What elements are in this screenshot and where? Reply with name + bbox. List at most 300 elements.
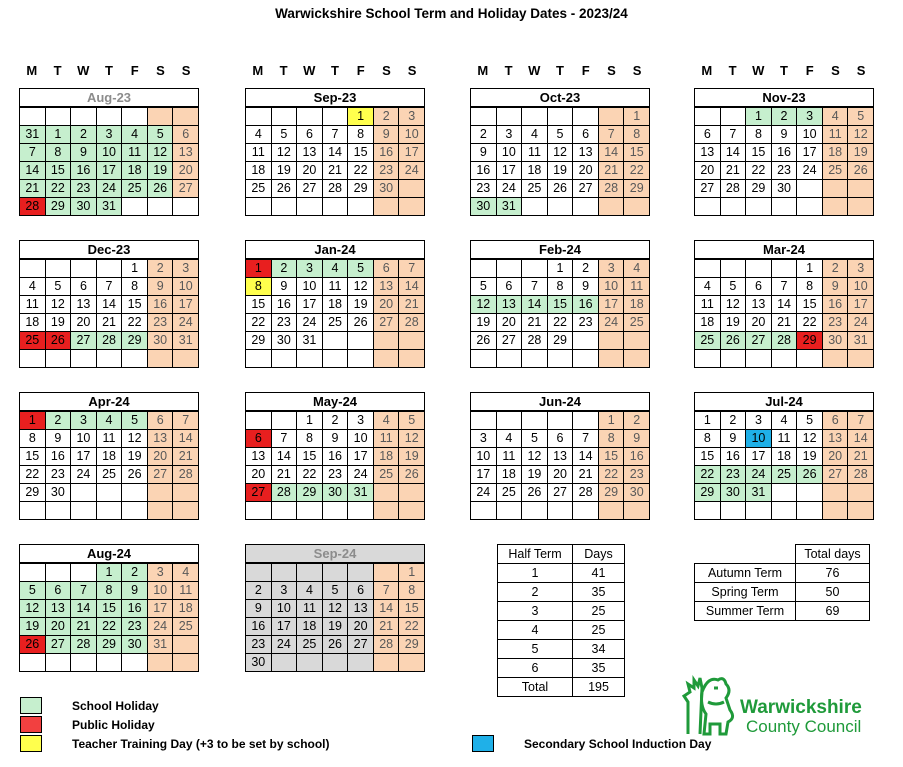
day-cell: 6 — [497, 278, 523, 296]
week-row — [246, 600, 425, 618]
day-cell: 6 — [348, 582, 374, 600]
weekday-label: M — [477, 63, 489, 78]
day-cell: 5 — [148, 126, 174, 144]
week-row — [20, 296, 199, 314]
day-cell: 26 — [348, 314, 374, 332]
day-cell — [20, 502, 46, 520]
day-cell: 20 — [348, 618, 374, 636]
day-cell — [823, 484, 849, 502]
day-cell: 11 — [695, 296, 721, 314]
day-cell — [272, 654, 298, 672]
day-cell: 10 — [297, 278, 323, 296]
weekday-label: F — [581, 63, 590, 78]
day-cell: 2 — [823, 260, 849, 278]
day-cell: 3 — [497, 126, 523, 144]
total-days-header: Total days — [796, 545, 870, 564]
day-cell — [323, 332, 349, 350]
day-cell — [272, 350, 298, 368]
day-cell — [624, 332, 650, 350]
day-cell — [772, 350, 798, 368]
day-cell: 15 — [97, 600, 123, 618]
day-cell: 22 — [746, 162, 772, 180]
day-cell: 29 — [46, 198, 72, 216]
week-row — [695, 126, 874, 144]
day-cell: 13 — [71, 296, 97, 314]
day-cell: 24 — [173, 314, 199, 332]
day-cell: 23 — [471, 180, 497, 198]
day-cell: 8 — [97, 582, 123, 600]
day-cell: 19 — [148, 162, 174, 180]
table-row — [498, 564, 625, 583]
week-row — [20, 430, 199, 448]
day-cell: 31 — [173, 332, 199, 350]
day-cell: 25 — [20, 332, 46, 350]
day-cell: 12 — [323, 600, 349, 618]
weekday-label: M — [26, 63, 38, 78]
day-cell: 8 — [122, 278, 148, 296]
day-cell — [374, 350, 400, 368]
day-cell: 2 — [148, 260, 174, 278]
day-cell: 25 — [772, 466, 798, 484]
week-row — [471, 466, 650, 484]
week-row — [246, 412, 425, 430]
day-cell — [297, 564, 323, 582]
day-cell — [522, 108, 548, 126]
day-cell — [348, 198, 374, 216]
day-cell: 4 — [497, 430, 523, 448]
day-cell — [374, 484, 400, 502]
day-cell: 30 — [772, 180, 798, 198]
day-cell: 4 — [297, 582, 323, 600]
day-cell: 16 — [122, 600, 148, 618]
logo-line2: County Council — [746, 717, 862, 736]
day-cell — [97, 502, 123, 520]
week-row — [20, 484, 199, 502]
day-cell: 24 — [348, 466, 374, 484]
day-cell: 6 — [148, 412, 174, 430]
induction-day-swatch — [472, 735, 494, 752]
weekday-label: T — [556, 63, 564, 78]
day-cell: 9 — [374, 126, 400, 144]
day-cell: 16 — [823, 296, 849, 314]
bear-and-staff-icon — [680, 662, 740, 737]
day-cell: 11 — [297, 600, 323, 618]
day-cell: 17 — [148, 600, 174, 618]
day-cell: 16 — [246, 618, 272, 636]
day-cell — [497, 108, 523, 126]
day-cell: 25 — [497, 484, 523, 502]
weekday-label: T — [780, 63, 788, 78]
day-cell: 4 — [624, 260, 650, 278]
day-cell: 27 — [148, 466, 174, 484]
week-row — [246, 162, 425, 180]
day-cell: 18 — [173, 600, 199, 618]
day-cell: 12 — [348, 278, 374, 296]
day-cell — [573, 108, 599, 126]
week-row — [471, 296, 650, 314]
day-cell: 23 — [148, 314, 174, 332]
week-row — [20, 332, 199, 350]
day-cell: 16 — [46, 448, 72, 466]
day-cell: 28 — [573, 484, 599, 502]
day-cell — [522, 350, 548, 368]
day-cell: 28 — [97, 332, 123, 350]
day-cell: 23 — [71, 180, 97, 198]
day-cell: 24 — [599, 314, 625, 332]
day-cell — [797, 198, 823, 216]
day-cell — [797, 502, 823, 520]
day-cell — [823, 350, 849, 368]
week-row — [20, 260, 199, 278]
day-cell — [97, 108, 123, 126]
day-cell: 17 — [399, 144, 425, 162]
day-cell — [148, 108, 174, 126]
day-cell: 28 — [522, 332, 548, 350]
day-cell — [599, 108, 625, 126]
week-row — [20, 582, 199, 600]
day-cell — [772, 484, 798, 502]
day-cell — [272, 412, 298, 430]
day-cell: 3 — [297, 260, 323, 278]
day-cell: 5 — [399, 412, 425, 430]
day-cell — [573, 332, 599, 350]
week-row — [246, 430, 425, 448]
weekday-label: W — [528, 63, 541, 78]
day-cell — [772, 198, 798, 216]
week-row — [695, 314, 874, 332]
day-cell: 17 — [173, 296, 199, 314]
day-cell — [522, 502, 548, 520]
day-cell: 21 — [721, 162, 747, 180]
day-cell: 1 — [624, 108, 650, 126]
day-cell — [599, 332, 625, 350]
training-day-label: Teacher Training Day (+3 to be set by school) — [72, 737, 330, 751]
day-cell: 15 — [797, 296, 823, 314]
day-cell: 4 — [20, 278, 46, 296]
day-cell: 14 — [374, 600, 400, 618]
total-label: Total — [498, 678, 573, 697]
day-cell: 29 — [797, 332, 823, 350]
day-cell: 1 — [348, 108, 374, 126]
day-cell — [246, 502, 272, 520]
week-row — [695, 144, 874, 162]
day-cell — [122, 108, 148, 126]
day-cell: 13 — [695, 144, 721, 162]
day-cell: 3 — [848, 260, 874, 278]
day-cell: 7 — [721, 126, 747, 144]
day-cell: 14 — [573, 448, 599, 466]
day-cell: 27 — [71, 332, 97, 350]
day-cell: 23 — [823, 314, 849, 332]
day-cell: 8 — [246, 278, 272, 296]
day-cell: 19 — [848, 144, 874, 162]
term-name: Spring Term — [695, 583, 796, 602]
day-cell: 18 — [323, 296, 349, 314]
day-cell: 16 — [323, 448, 349, 466]
week-row — [471, 126, 650, 144]
day-cell: 4 — [323, 260, 349, 278]
day-cell: 27 — [695, 180, 721, 198]
day-cell — [374, 332, 400, 350]
day-cell: 15 — [246, 296, 272, 314]
day-cell: 17 — [497, 162, 523, 180]
day-cell — [599, 350, 625, 368]
week-row — [20, 126, 199, 144]
day-cell: 2 — [721, 412, 747, 430]
day-cell — [374, 564, 400, 582]
day-cell: 18 — [772, 448, 798, 466]
day-cell: 11 — [97, 430, 123, 448]
day-cell — [297, 108, 323, 126]
week-row — [471, 350, 650, 368]
day-cell: 8 — [624, 126, 650, 144]
month-title: Aug-24 — [19, 544, 199, 563]
day-cell: 2 — [772, 108, 798, 126]
day-cell: 30 — [148, 332, 174, 350]
day-cell: 3 — [348, 412, 374, 430]
day-cell: 10 — [148, 582, 174, 600]
day-cell — [624, 502, 650, 520]
day-cell — [624, 198, 650, 216]
day-cell: 31 — [20, 126, 46, 144]
day-cell: 23 — [721, 466, 747, 484]
day-cell: 24 — [399, 162, 425, 180]
day-cell: 4 — [122, 126, 148, 144]
day-cell — [746, 198, 772, 216]
week-row — [246, 296, 425, 314]
day-cell: 17 — [348, 448, 374, 466]
day-cell: 19 — [20, 618, 46, 636]
term-days: 69 — [796, 602, 870, 621]
week-row — [20, 502, 199, 520]
day-cell: 13 — [374, 278, 400, 296]
day-cell: 15 — [624, 144, 650, 162]
day-cell — [823, 502, 849, 520]
day-cell — [797, 180, 823, 198]
day-cell — [471, 502, 497, 520]
half-term-days: 34 — [573, 640, 625, 659]
day-cell: 30 — [46, 484, 72, 502]
day-cell: 9 — [573, 278, 599, 296]
day-cell: 18 — [246, 162, 272, 180]
day-cell: 2 — [46, 412, 72, 430]
day-cell: 20 — [374, 296, 400, 314]
day-cell: 16 — [772, 144, 798, 162]
month-title: Aug-23 — [19, 88, 199, 107]
day-cell: 14 — [173, 430, 199, 448]
day-cell: 14 — [599, 144, 625, 162]
day-cell — [695, 108, 721, 126]
weekday-header-row — [245, 63, 425, 79]
day-cell: 12 — [148, 144, 174, 162]
day-cell: 1 — [746, 108, 772, 126]
week-row — [20, 600, 199, 618]
day-cell: 15 — [348, 144, 374, 162]
public-holiday-swatch — [20, 716, 42, 733]
day-cell — [695, 502, 721, 520]
day-cell: 23 — [772, 162, 798, 180]
day-cell: 2 — [624, 412, 650, 430]
day-cell: 19 — [272, 162, 298, 180]
day-cell: 2 — [272, 260, 298, 278]
day-cell — [695, 198, 721, 216]
weekday-label: W — [752, 63, 765, 78]
half-term-number: 5 — [498, 640, 573, 659]
day-cell: 26 — [46, 332, 72, 350]
day-cell: 26 — [548, 180, 574, 198]
day-cell: 18 — [297, 618, 323, 636]
day-cell: 31 — [97, 198, 123, 216]
day-cell: 8 — [599, 430, 625, 448]
weekday-label: S — [831, 63, 840, 78]
day-cell: 29 — [746, 180, 772, 198]
day-cell: 27 — [297, 180, 323, 198]
weekday-label: S — [382, 63, 391, 78]
day-cell — [148, 350, 174, 368]
day-cell: 28 — [599, 180, 625, 198]
day-cell: 5 — [522, 430, 548, 448]
day-cell: 21 — [20, 180, 46, 198]
day-cell — [46, 654, 72, 672]
week-row — [471, 180, 650, 198]
day-cell: 7 — [374, 582, 400, 600]
day-cell: 28 — [721, 180, 747, 198]
day-cell — [497, 412, 523, 430]
day-cell: 31 — [848, 332, 874, 350]
day-cell: 14 — [522, 296, 548, 314]
day-cell: 20 — [548, 466, 574, 484]
day-cell: 4 — [97, 412, 123, 430]
day-cell: 10 — [399, 126, 425, 144]
day-cell — [497, 350, 523, 368]
week-row — [471, 198, 650, 216]
day-cell: 27 — [746, 332, 772, 350]
day-grid — [245, 563, 425, 672]
day-cell: 30 — [323, 484, 349, 502]
day-cell — [148, 198, 174, 216]
day-cell — [297, 350, 323, 368]
weekday-header-row — [19, 63, 199, 79]
day-cell: 2 — [246, 582, 272, 600]
day-cell: 22 — [399, 618, 425, 636]
day-cell — [721, 260, 747, 278]
day-cell: 17 — [746, 448, 772, 466]
day-cell — [148, 484, 174, 502]
day-cell: 3 — [599, 260, 625, 278]
day-cell: 25 — [823, 162, 849, 180]
day-cell: 18 — [20, 314, 46, 332]
day-cell — [721, 350, 747, 368]
day-cell — [71, 350, 97, 368]
day-cell: 5 — [20, 582, 46, 600]
table-row — [695, 564, 870, 583]
day-cell: 11 — [323, 278, 349, 296]
day-cell: 2 — [573, 260, 599, 278]
week-row — [246, 350, 425, 368]
table-row — [498, 640, 625, 659]
day-cell: 20 — [246, 466, 272, 484]
day-cell — [173, 654, 199, 672]
month-title: Sep-24 — [245, 544, 425, 563]
day-cell — [122, 654, 148, 672]
half-term-days: 25 — [573, 621, 625, 640]
day-cell: 24 — [148, 618, 174, 636]
day-cell: 11 — [374, 430, 400, 448]
day-cell — [471, 260, 497, 278]
day-cell: 21 — [71, 618, 97, 636]
day-cell — [399, 332, 425, 350]
day-cell: 29 — [695, 484, 721, 502]
day-cell: 3 — [148, 564, 174, 582]
day-cell: 30 — [122, 636, 148, 654]
day-grid — [19, 411, 199, 520]
day-cell: 20 — [497, 314, 523, 332]
day-cell: 22 — [46, 180, 72, 198]
days-header: Days — [573, 545, 625, 564]
weekday-header-row — [470, 63, 650, 79]
day-cell — [246, 350, 272, 368]
day-cell — [297, 198, 323, 216]
week-row — [695, 296, 874, 314]
day-grid — [694, 107, 874, 216]
day-cell: 8 — [548, 278, 574, 296]
day-cell — [399, 198, 425, 216]
day-cell: 26 — [471, 332, 497, 350]
day-cell — [497, 502, 523, 520]
day-cell: 15 — [297, 448, 323, 466]
day-cell — [122, 198, 148, 216]
day-cell: 11 — [497, 448, 523, 466]
week-row — [246, 260, 425, 278]
day-cell: 1 — [297, 412, 323, 430]
day-cell: 6 — [548, 430, 574, 448]
weekday-label: T — [53, 63, 62, 78]
day-cell: 25 — [323, 314, 349, 332]
day-cell: 21 — [573, 466, 599, 484]
day-cell: 16 — [148, 296, 174, 314]
day-cell: 6 — [71, 278, 97, 296]
week-row — [246, 484, 425, 502]
month-title: May-24 — [245, 392, 425, 411]
day-cell: 5 — [122, 412, 148, 430]
day-cell: 8 — [797, 278, 823, 296]
day-cell — [746, 350, 772, 368]
month-title: Jun-24 — [470, 392, 650, 411]
day-cell: 9 — [471, 144, 497, 162]
day-cell: 13 — [548, 448, 574, 466]
day-cell: 6 — [297, 126, 323, 144]
week-row — [695, 332, 874, 350]
day-cell: 23 — [272, 314, 298, 332]
day-cell: 10 — [497, 144, 523, 162]
weekday-label: S — [607, 63, 616, 78]
day-cell: 9 — [772, 126, 798, 144]
half-term-number: 4 — [498, 621, 573, 640]
day-cell — [323, 350, 349, 368]
day-cell — [71, 108, 97, 126]
day-cell: 9 — [721, 430, 747, 448]
day-cell: 7 — [173, 412, 199, 430]
week-row — [20, 448, 199, 466]
weekday-label: F — [130, 63, 139, 78]
day-cell: 26 — [399, 466, 425, 484]
day-cell — [20, 260, 46, 278]
day-cell: 29 — [246, 332, 272, 350]
term-days: 50 — [796, 583, 870, 602]
table-row — [498, 621, 625, 640]
week-row — [246, 618, 425, 636]
day-grid — [694, 259, 874, 368]
